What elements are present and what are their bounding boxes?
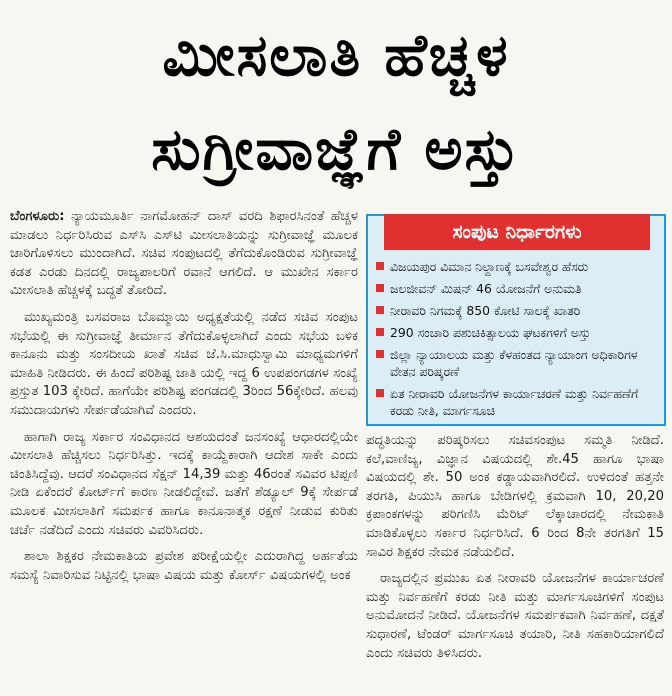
decision-list bbox=[376, 258, 662, 424]
bullet-square-icon bbox=[376, 350, 384, 358]
bullet-square-icon bbox=[376, 389, 384, 397]
dateline: ಬೆಂಗಳೂರು: bbox=[10, 209, 65, 224]
cabinet-decisions-box bbox=[366, 214, 666, 426]
article-right-column bbox=[366, 432, 664, 696]
decision-text: ವಿಜಯಪುರ ವಿಮಾನ ನಿಲ್ದಾಣಕ್ಕೆ ಬಸವೇಶ್ವರ ಹೆಸರು bbox=[390, 259, 589, 274]
bullet-square-icon bbox=[376, 262, 384, 270]
decision-item bbox=[376, 280, 662, 297]
article-paragraph: ಮುಖ್ಯಮಂತ್ರಿ ಬಸವರಾಜ ಬೊಮ್ಮಾಯಿ ಅಧ್ಯಕ್ಷತೆಯಲ್ಲಿ ನಡೆದ ಸಚಿವ ಸಂಪುಟ ಸಭೆಯಲ್ಲಿ ಈ ಸುಗ್ರೀವಾಜ್ಞೆ ತೀರ್ಮಾನ ತೆಗೆದುಕೊಳ್ಳಲಾಗಿದೆ ಎಂದು ಸಭೆಯ ಬಳಿಕ ಕಾನೂನು ಮತ್ತು ಸಂಸದೀಯ ಖಾತೆ ಸಚಿವ ಜೆ.ಸಿ.ಮಾಧುಸ್ವಾಮಿ ಮಾಧ್ಯಮಗಳಿಗೆ ಮಾಹಿತಿ ನೀಡಿದರು. ಈ ಹಿಂದೆ ಪರಿಶಿಷ್ಟ ಜಾತಿ ಯಲ್ಲಿ ಇದ್ದ 6 ಉಪಪಂಗಡಗಳ ಸಂಖ್ಯೆ ಪ್ರಸ್ತುತ 103 ಕ್ಕೇರಿದೆ. ಹಾಗೆಯೇ ಪರಿಶಿಷ್ಟ ಪಂಗಡದಲ್ಲಿ 3ರಿಂದ 56ಕ್ಕೇರಿದೆ. ಹಲವು ಸಮುದಾಯಗಳು ಸೇರ್ಪಡೆಯಾಗಿವೆ ಎಂದರು. bbox=[10, 309, 358, 418]
bullet-square-icon bbox=[376, 284, 384, 292]
decision-text: ನೀರಾವರಿ ನಿಗಮಕ್ಕೆ 850 ಕೋಟಿ ಸಾಲಕ್ಕೆ ಖಾತರಿ bbox=[390, 303, 581, 318]
cabinet-decisions-title: ಸಂಪುಟ ನಿರ್ಧಾರಗಳು bbox=[384, 214, 650, 250]
paragraph-text: ನ್ಯಾಯಮೂರ್ತಿ ನಾಗಮೋಹನ್ ದಾಸ್ ವರದಿ ಶಿಫಾರಸಿನಂತೆ ಹೆಚ್ಚಳ ಮಾಡಲು ನಿರ್ಧರಿಸಿರುವ ಎಸ್‌ಸಿ ಎಸ್‌ಟಿ ಮೀಸಲಾತಿಯನ್ನು ಸುಗ್ರೀವಾಜ್ಞೆ ಮೂಲಕ ಜಾರಿಗೊಳಿಸಲು ಮುಂದಾಗಿದೆ. ಸಚಿವ ಸಂಪುಟದಲ್ಲಿ ತೆಗೆದುಕೊಂಡಿರುವ ಸುಗ್ರೀವಾಜ್ಞೆ ಕಡತ ಎರಡು ದಿನದಲ್ಲಿ ರಾಜ್ಯಪಾಲರಿಗೆ ರವಾನೆ ಆಗಲಿದೆ. ಆ ಮುಖೇನ ಸರ್ಕಾರ ಮೀಸಲಾತಿ ಹೆಚ್ಚಳಕ್ಕೆ ಬದ್ಧತೆ ತೋರಿದೆ. bbox=[10, 209, 358, 299]
bullet-square-icon bbox=[376, 306, 384, 314]
decision-item bbox=[376, 385, 662, 419]
decision-text: ಜಲಜೀವನ್ ಮಿಷನ್ 46 ಯೋಜನೆಗೆ ಅನುಮತಿ bbox=[390, 281, 582, 296]
decision-text: ಏತ ನೀರಾವರಿ ಯೋಜನೆಗಳ ಕಾರ್ಯಾಚರಣೆ ಮತ್ತು ನಿರ್ವಹಣೆಗೆ ಕರಡು ನೀತಿ, ಮಾರ್ಗಸೂಚಿ bbox=[390, 386, 639, 418]
decision-item bbox=[376, 302, 662, 319]
article-paragraph: ಹಾಗಾಗಿ ರಾಜ್ಯ ಸರ್ಕಾರ ಸಂವಿಧಾನದ ಆಶಯದಂತೆ ಜನಸಂಖ್ಯೆ ಆಧಾರದಲ್ಲಿಯೇ ಮೀಸಲಾತಿ ಹೆಚ್ಚಿಸಲು ನಿರ್ಧರಿಸಿತ್ತು. ಇದಕ್ಕೆ ಕಾಯ್ದೆಕಾರಾಗಿ ಆದೇಶ ಸಾಕೇ ಎಂದು ಚಿಂತಿಸಿದ್ದೆವು. ಆದರೆ ಸಂವಿಧಾನದ ಸೆಕ್ಷನ್ 14,39 ಮತ್ತು 46ರಂತೆ ಸವಿವರ ಟಿಪ್ಪಣಿ ನೀಡಿ ಏಕೆಂದರೆ ಕೋರ್ಟ್‌ಗೆ ಕಾರಣ ನೀಡಲಿದ್ದೇವೆ. ಜತೆಗೆ ಶೆಡ್ಯೂಲ್ 9ಕ್ಕೆ ಸೇರ್ಪಡೆ ಮೂಲಕ ಮೀಸಲಾತಿಗೆ ಸಮರ್ಪಕ ಹಾಗೂ ಕಾನೂನಾತ್ಮಕ ರಕ್ಷಣೆ ನೀಡುವ ಕುರಿತು ಚರ್ಚೆ ನಡೆದಿದೆ ಎಂದು ಸಚಿವರು ವಿವರಿಸಿದರು. bbox=[10, 429, 358, 538]
article-paragraph bbox=[10, 208, 358, 301]
decision-text: 290 ಸಂಚಾರಿ ಪಶುಚಿಕಿತ್ಸಾಲಯ ಘಟಕಗಳಿಗೆ ಅಸ್ತು bbox=[390, 325, 591, 340]
bullet-square-icon bbox=[376, 328, 384, 336]
decision-item bbox=[376, 346, 662, 380]
article-left-column bbox=[10, 208, 358, 696]
article-paragraph: ಪದ್ಧತಿಯನ್ನು ಪರಿಷ್ಕರಿಸಲು ಸಚಿವಸಂಪುಟ ಸಮ್ಮತಿ ನೀಡಿದೆ. ಕಲೆ,ವಾಣಿಜ್ಯ, ವಿಜ್ಞಾನ ವಿಷಯದಲ್ಲಿ ಶೇ.45 ಹಾಗೂ ಭಾಷಾ ವಿಷಯದಲ್ಲಿ ಶೇ. 50 ಅಂಕ ಕಡ್ಡಾಯವಾಗಿರಲಿದೆ. ಉಳಿದಂತೆ ಹತ್ತನೇ ತರಗತಿ, ಪಿಯುಸಿ ಹಾಗೂ ಬೇಡಿಗಳಲ್ಲಿ ಕ್ರಮವಾಗಿ 10, 20,20 ಕ್ರಪಾಂಕಗಳನ್ನು ಪರಿಗಣಿಸಿ ಮೆರಿಟ್ ಲೆಕ್ಕಾಚಾರದಲ್ಲಿ ನೇಮಕಾತಿ ಮಾಡಿಕೊಳ್ಳಲು ಸರ್ಕಾರ ನಿರ್ಧರಿಸಿದೆ. 6 ರಿಂದ 8ನೇ ತರಗತಿಗೆ 15 ಸಾವಿರ ಶಿಕ್ಷಕರ ನೇಮಕ ನಡೆಯಲಿದೆ. bbox=[366, 433, 664, 560]
article-paragraph: ಶಾಲಾ ಶಿಕ್ಷಕರ ನೇಮಕಾತಿಯ ಪ್ರವೇಶ ಪರೀಕ್ಷೆಯಲ್ಲೀ ಎದುರಾಗಿದ್ದ ಅರ್ಹತೆಯ ಸಮಸ್ಯೆ ನಿವಾರಿಸುವ ನಿಟ್ಟಿನಲ್ಲಿ ಭಾಷಾ ವಿಷಯ ಮತ್ತು ಕೋರ್ಸ್ ವಿಷಯಗಳಲ್ಲಿ ಅಂಕ bbox=[10, 549, 358, 583]
decision-item bbox=[376, 258, 662, 275]
decision-item bbox=[376, 324, 662, 341]
article-paragraph: ರಾಜ್ಯದಲ್ಲಿನ ಪ್ರಮುಖ ಏತ ನೀರಾವರಿ ಯೋಜನೆಗಳ ಕಾರ್ಯಾಚರಣೆ ಮತ್ತು ನಿರ್ವಹಣೆಗೆ ಕರಡು ನೀತಿ ಮತ್ತು ಮಾರ್ಗಸೂಚಿಗಳಿಗೆ ಸಂಪುಟ ಅನುಮೋದನೆ ನೀಡಿದೆ. ಯೋಜನೆಗಳ ಸಮರ್ಪಕವಾಗಿ ನಿರ್ವಹಣೆ, ದಕ್ಷತೆ ಸುಧಾರಣೆ, ಟೆಂಡರ್ ಮಾರ್ಗಸೂಚಿ ತಯಾರಿ, ನೀತಿ ಸಹಕಾರಿಯಾಗಲಿದೆ ಎಂದು ಸಚಿವರು ತಿಳಿಸಿದರು. bbox=[366, 571, 664, 661]
headline-line-2: ಸುಗ್ರೀವಾಜ್ಞೆಗೆ ಅಸ್ತು bbox=[151, 115, 521, 183]
decision-text: ಜಿಲ್ಲಾ ನ್ಯಾಯಾಲಯ ಮತ್ತು ಕೆಳಹಂತದ ನ್ಯಾಯಾಂಗ ಅಧಿಕಾರಿಗಳ ವೇತನ ಪರಿಷ್ಕರಣೆ bbox=[390, 347, 638, 379]
headline-line-1: ಮೀಸಲಾತಿ ಹೆಚ್ಚಳ bbox=[162, 21, 510, 89]
